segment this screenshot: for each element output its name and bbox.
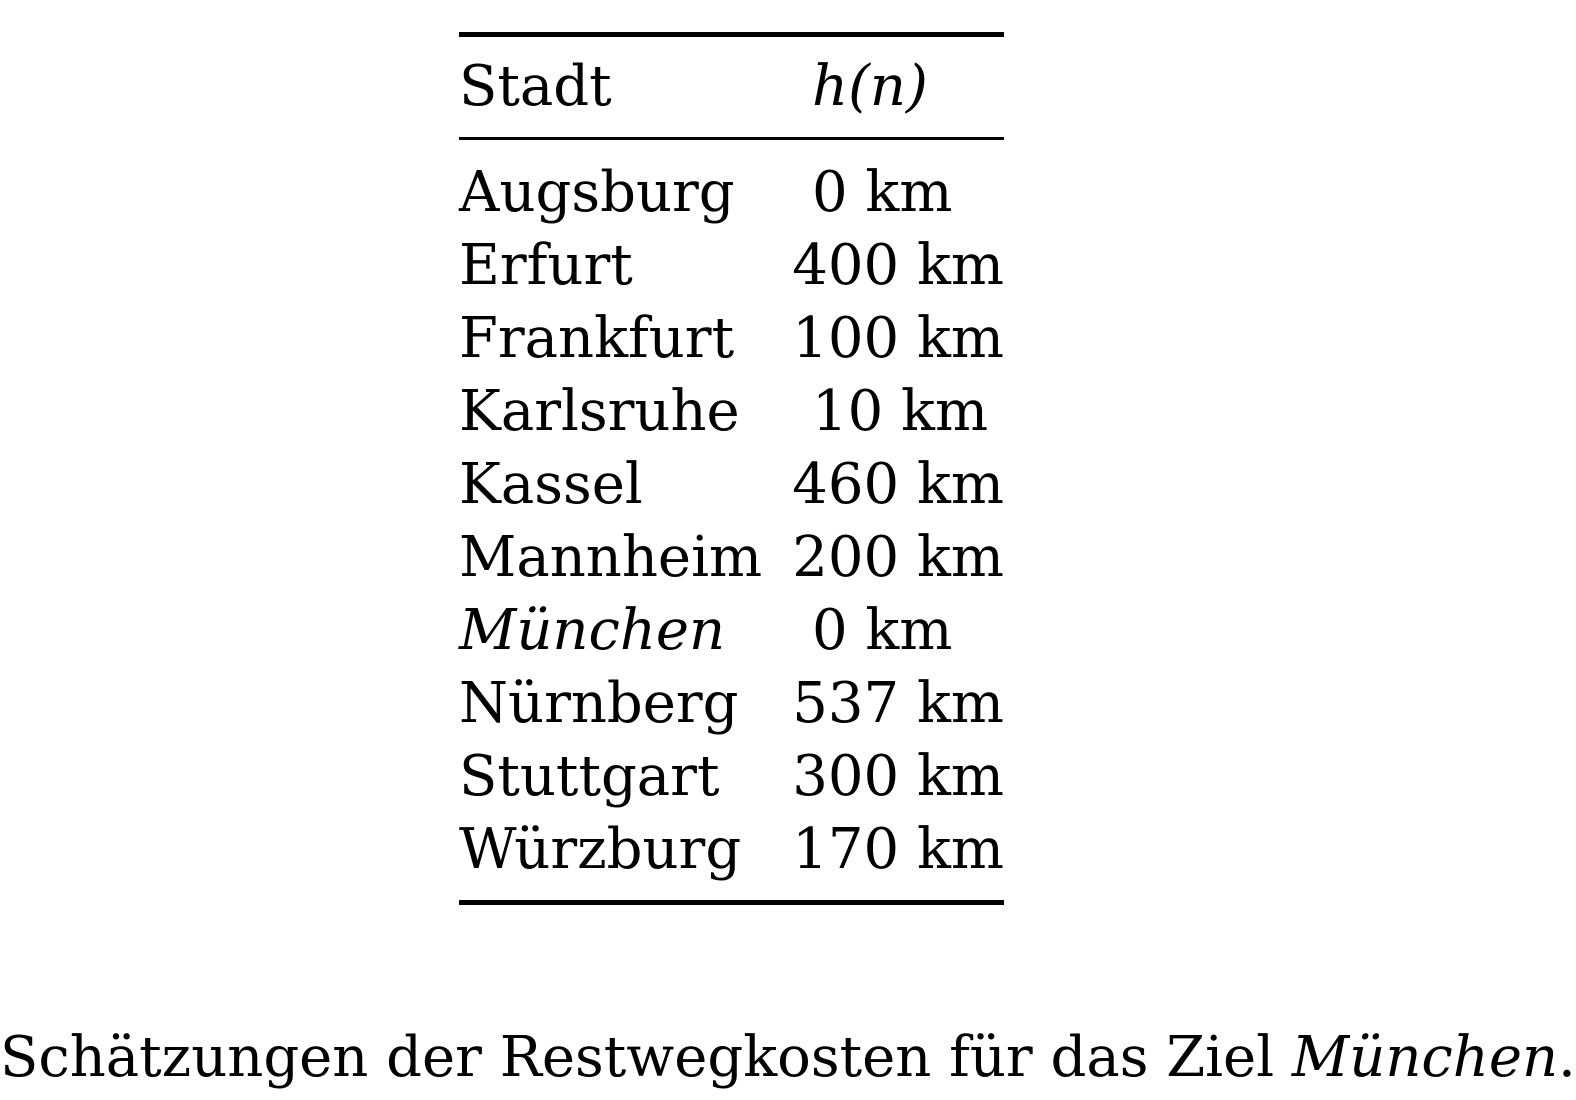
- city-name: Frankfurt: [459, 306, 735, 371]
- header-heuristic: h(n): [812, 54, 928, 119]
- table-row: [459, 521, 1004, 594]
- table-row: [459, 448, 1004, 521]
- table-caption: [0, 1020, 1576, 1096]
- heuristic-value: 10 km: [812, 379, 989, 444]
- header-city: Stadt: [459, 54, 612, 119]
- city-name: Karlsruhe: [459, 379, 740, 444]
- city-name: Stuttgart: [459, 744, 720, 809]
- city-name: Kassel: [459, 452, 643, 517]
- table-header-row: [459, 37, 1004, 137]
- table-row: [459, 594, 1004, 667]
- heuristic-value: 300 km: [792, 744, 1004, 809]
- caption-goal-city: München: [1291, 1025, 1559, 1090]
- heuristic-value: 170 km: [792, 817, 1004, 882]
- table-row: [459, 302, 1004, 375]
- table-body: [459, 140, 1004, 886]
- heuristic-value: 200 km: [792, 525, 1004, 590]
- table-row: [459, 667, 1004, 740]
- city-name: Nürnberg: [459, 671, 739, 736]
- heuristic-value: 400 km: [792, 233, 1004, 298]
- heuristic-value: 0 km: [812, 160, 953, 225]
- city-name: Augsburg: [459, 160, 735, 225]
- table-row: [459, 375, 1004, 448]
- city-name: München: [459, 598, 726, 663]
- caption-suffix: .: [1558, 1025, 1576, 1090]
- heuristic-value: 0 km: [812, 598, 953, 663]
- table-row: [459, 156, 1004, 229]
- table-row: [459, 229, 1004, 302]
- heuristic-value: 100 km: [792, 306, 1004, 371]
- caption-prefix: Schätzungen der Restwegkosten für das Ziel: [0, 1025, 1292, 1090]
- heuristic-table: [459, 32, 1004, 905]
- table-bottom-rule: [459, 900, 1004, 905]
- heuristic-value: 537 km: [792, 671, 1004, 736]
- table-row: [459, 813, 1004, 886]
- city-name: Erfurt: [459, 233, 633, 298]
- table-row: [459, 740, 1004, 813]
- city-name: Würzburg: [459, 817, 742, 882]
- heuristic-value: 460 km: [792, 452, 1004, 517]
- city-name: Mannheim: [459, 525, 763, 590]
